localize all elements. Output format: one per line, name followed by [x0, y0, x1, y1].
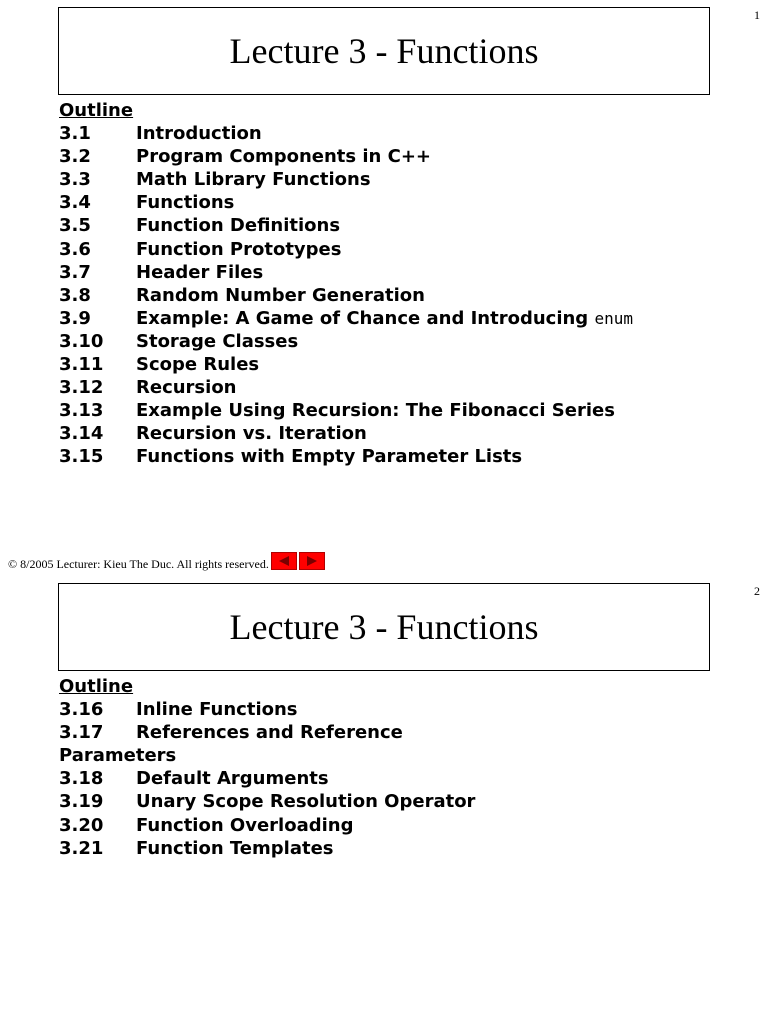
outline-item-number: 3.8: [59, 284, 91, 306]
outline-item-number: 3.16: [59, 699, 104, 721]
outline-item: [59, 122, 633, 145]
outline-item-text: Program Components in C++: [136, 146, 431, 168]
outline-item: [59, 307, 633, 330]
outline-item-number: 3.10: [59, 330, 104, 352]
outline-item-label: [136, 837, 334, 860]
outline-item-number: 3.12: [59, 377, 104, 399]
outline-item-text: Default Arguments: [136, 768, 329, 790]
outline-item-number: 3.4: [59, 192, 91, 214]
outline-list: [59, 698, 475, 860]
outline-item-label: [136, 399, 615, 422]
outline-item: [59, 238, 633, 261]
outline-item-label: [136, 698, 298, 721]
outline-item-number: 3.3: [59, 169, 91, 191]
outline-item-label: [136, 122, 262, 145]
outline-item-label: [136, 145, 431, 168]
outline-item: [59, 698, 475, 721]
outline-item: [59, 445, 633, 468]
outline-item-label: [136, 353, 259, 376]
outline-item-label: [136, 214, 340, 237]
outline-heading: Outline: [59, 100, 134, 121]
outline: [59, 99, 633, 469]
outline-item-number: 3.9: [59, 307, 91, 329]
page-number: 2: [754, 584, 760, 598]
outline-item-number: 3.20: [59, 814, 104, 836]
outline-item-code: enum: [594, 308, 633, 328]
outline-item-label: [136, 261, 263, 284]
slide-title-box: [58, 7, 710, 95]
slide-title-box: [58, 583, 710, 671]
outline-item-text: Scope Rules: [136, 354, 260, 376]
outline-item: [59, 284, 633, 307]
outline-item-number: 3.11: [59, 354, 104, 376]
outline-item-text: References and Reference: [136, 722, 403, 744]
outline-item-text: Function Templates: [136, 837, 334, 859]
outline-item-text: Recursion vs. Iteration: [136, 423, 367, 445]
outline-item: [59, 353, 633, 376]
outline-item-label: [136, 191, 234, 214]
outline-item-text: Inline Functions: [136, 699, 298, 721]
outline-item: [59, 767, 475, 790]
outline-item-text: Example: A Game of Chance and Introducing: [136, 307, 595, 329]
outline-item-number: 3.6: [59, 238, 91, 260]
next-slide-button[interactable]: [299, 552, 325, 570]
outline-item-number: 3.1: [59, 123, 91, 145]
outline-item: [59, 790, 475, 813]
footer: [8, 552, 325, 572]
outline-item: [59, 399, 633, 422]
outline-item: [59, 814, 475, 837]
page-number: 1: [754, 8, 760, 22]
outline-item-text: Example Using Recursion: The Fibonacci Series: [136, 400, 615, 422]
outline-item-text: Unary Scope Resolution Operator: [136, 791, 476, 813]
outline-item: [59, 330, 633, 353]
copyright-text: © 8/2005 Lecturer: Kieu The Duc. All rights reserved.: [8, 557, 269, 571]
outline-item-label: [136, 814, 353, 837]
outline-item: [59, 145, 633, 168]
outline-item-number: 3.17: [59, 722, 104, 744]
outline-item-text: Recursion: [136, 377, 237, 399]
outline-item-text: Functions: [136, 192, 235, 214]
outline-heading: Outline: [59, 676, 134, 697]
outline-item-label: [136, 445, 522, 468]
outline-item-text: Function Prototypes: [136, 238, 342, 260]
outline-item-text: Random Number Generation: [136, 284, 425, 306]
outline-item: [59, 376, 633, 399]
outline-item: [59, 837, 475, 860]
outline-item: [59, 261, 633, 284]
outline-item-label: [136, 721, 403, 744]
outline-item-text: Functions with Empty Parameter Lists: [136, 446, 523, 468]
outline-item: [59, 721, 475, 744]
outline-item-number: 3.19: [59, 791, 104, 813]
outline-item-number: 3.5: [59, 215, 91, 237]
slide-title: Lecture 3 - Functions: [229, 31, 539, 71]
outline-list: [59, 122, 633, 468]
outline-item-label: [136, 767, 329, 790]
outline-item: [59, 191, 633, 214]
outline-item-text: Parameters: [59, 745, 177, 767]
outline-item-text: Function Definitions: [136, 215, 341, 237]
outline-item: [59, 744, 475, 767]
outline: [59, 675, 475, 860]
outline-item-label: [136, 168, 371, 191]
previous-slide-button[interactable]: [271, 552, 297, 570]
outline-item-text: Introduction: [136, 123, 262, 145]
outline-item-text: Storage Classes: [136, 330, 299, 352]
outline-item-number: 3.15: [59, 446, 104, 468]
slide-2: [0, 576, 768, 1024]
slide-title: Lecture 3 - Functions: [229, 607, 539, 647]
outline-item-label: [136, 284, 425, 307]
outline-item-label: [136, 330, 298, 353]
outline-item-number: 3.18: [59, 768, 104, 790]
outline-item-label: [136, 422, 367, 445]
outline-item-number: 3.14: [59, 423, 104, 445]
outline-item-text: Function Overloading: [136, 814, 354, 836]
outline-item-text: Header Files: [136, 261, 264, 283]
outline-item: [59, 168, 633, 191]
outline-item-text: Math Library Functions: [136, 169, 371, 191]
outline-item-number: 3.13: [59, 400, 104, 422]
outline-item-number: 3.2: [59, 146, 91, 168]
triangle-right-icon: [306, 556, 318, 566]
outline-item-label: [136, 238, 341, 261]
outline-item: [59, 422, 633, 445]
outline-item-number: 3.21: [59, 837, 104, 859]
outline-item-label: [136, 307, 633, 330]
outline-item-number: 3.7: [59, 261, 91, 283]
outline-item-label: [136, 790, 475, 813]
outline-item-label: [136, 376, 237, 399]
outline-item: [59, 214, 633, 237]
triangle-left-icon: [278, 556, 290, 566]
